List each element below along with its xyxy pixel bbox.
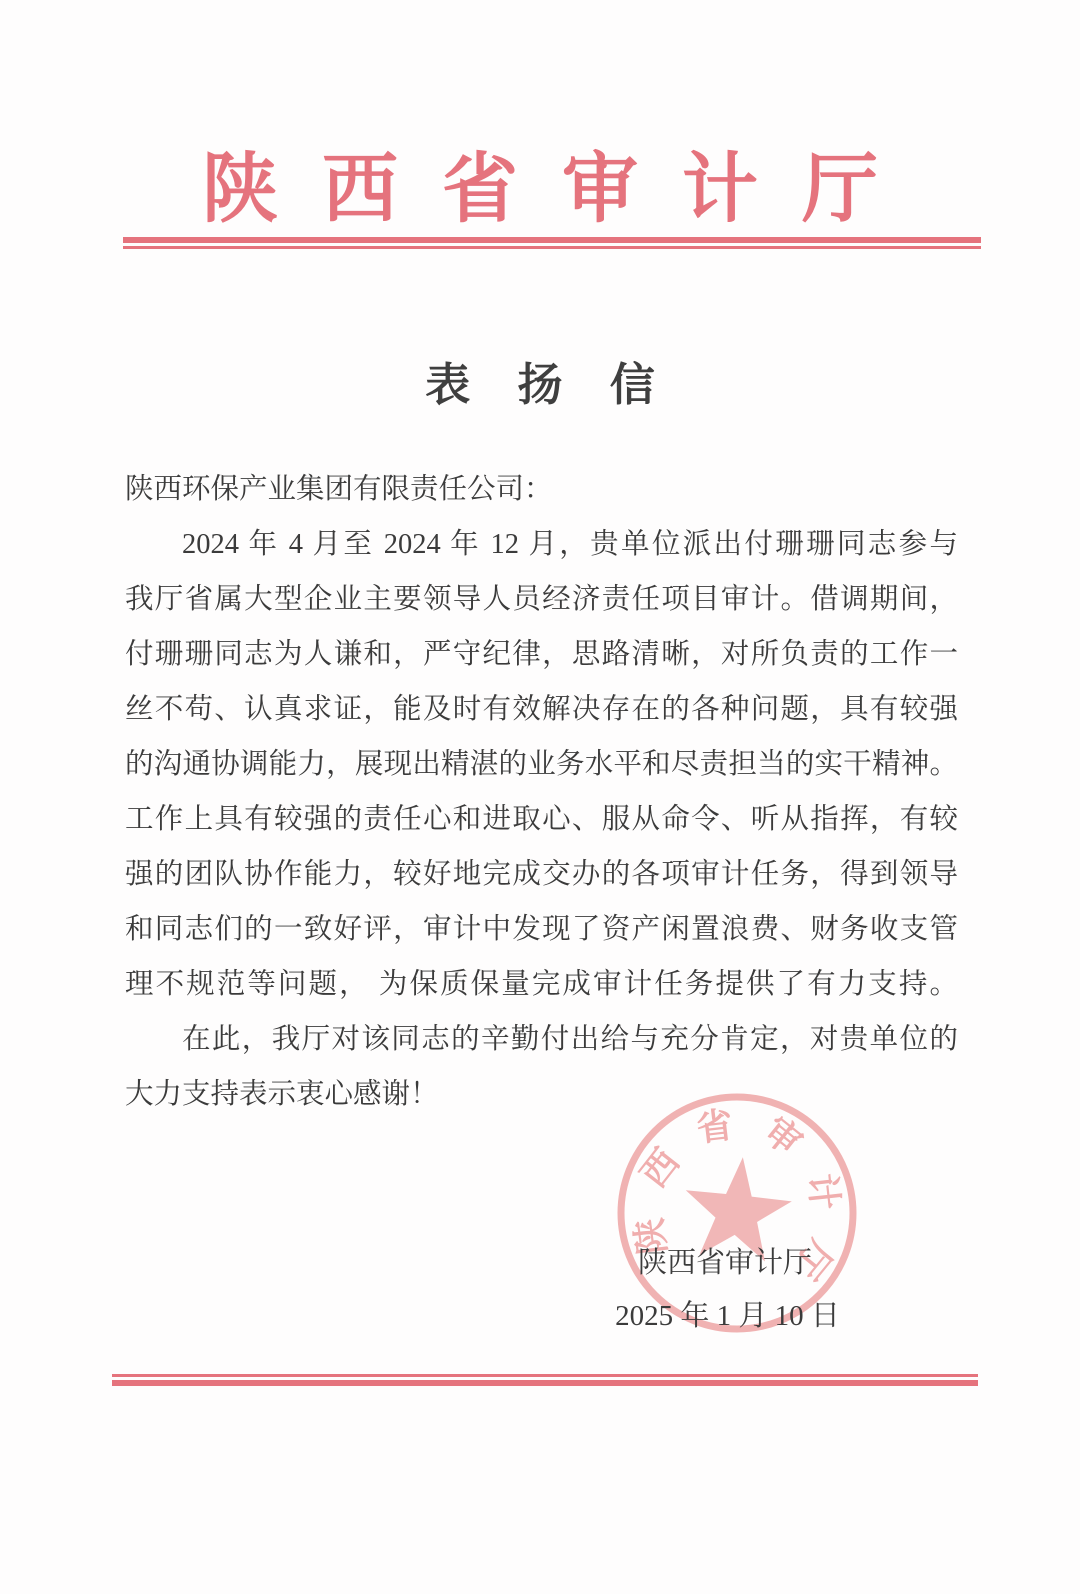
body-line: 2024 年 4 月至 2024 年 12 月，贵单位派出付珊珊同志参与: [182, 529, 958, 560]
letterhead-double-rule: [123, 237, 981, 249]
body-line: 理不规范等问题， 为保质保量完成审计任务提供了有力支持。: [125, 969, 958, 1000]
body-line: 在此，我厅对该同志的辛勤付出给与充分肯定，对贵单位的: [182, 1024, 958, 1055]
body-line: 丝不苟、认真求证，能及时有效解决存在的各种问题，具有较强: [125, 694, 958, 725]
document-title: 表 扬 信: [425, 360, 655, 410]
letterhead-agency-title: 陕西省审计厅: [202, 148, 922, 232]
body-line: 的沟通协调能力，展现出精湛的业务水平和尽责担当的实干精神。: [125, 749, 958, 780]
footer-double-rule: [112, 1374, 978, 1386]
signature-date: 2025 年 1 月 10 日: [615, 1300, 840, 1332]
body-line: 强的团队协作能力，较好地完成交办的各项审计任务，得到领导: [125, 859, 958, 890]
signature-org: 陕西省审计厅: [637, 1247, 812, 1279]
body-line: 工作上具有较强的责任心和进取心、服从命令、听从指挥，有较: [125, 804, 958, 835]
closing-line: 大力支持表示衷心感谢！: [125, 1079, 439, 1110]
salutation-line: 陕西环保产业集团有限责任公司：: [125, 474, 553, 505]
letter-body: [125, 462, 958, 1122]
seal-circular-text: 陕西省审计厅: [626, 1102, 848, 1305]
rule-thick-line: [112, 1380, 978, 1386]
body-line: 和同志们的一致好评，审计中发现了资产闲置浪费、财务收支管: [125, 914, 958, 945]
body-line: 付珊珊同志为人谦和，严守纪律，思路清晰，对所负责的工作一: [125, 639, 958, 670]
rule-thin-line: [123, 246, 981, 249]
body-line: 我厅省属大型企业主要领导人员经济责任项目审计。借调期间，: [125, 584, 958, 615]
